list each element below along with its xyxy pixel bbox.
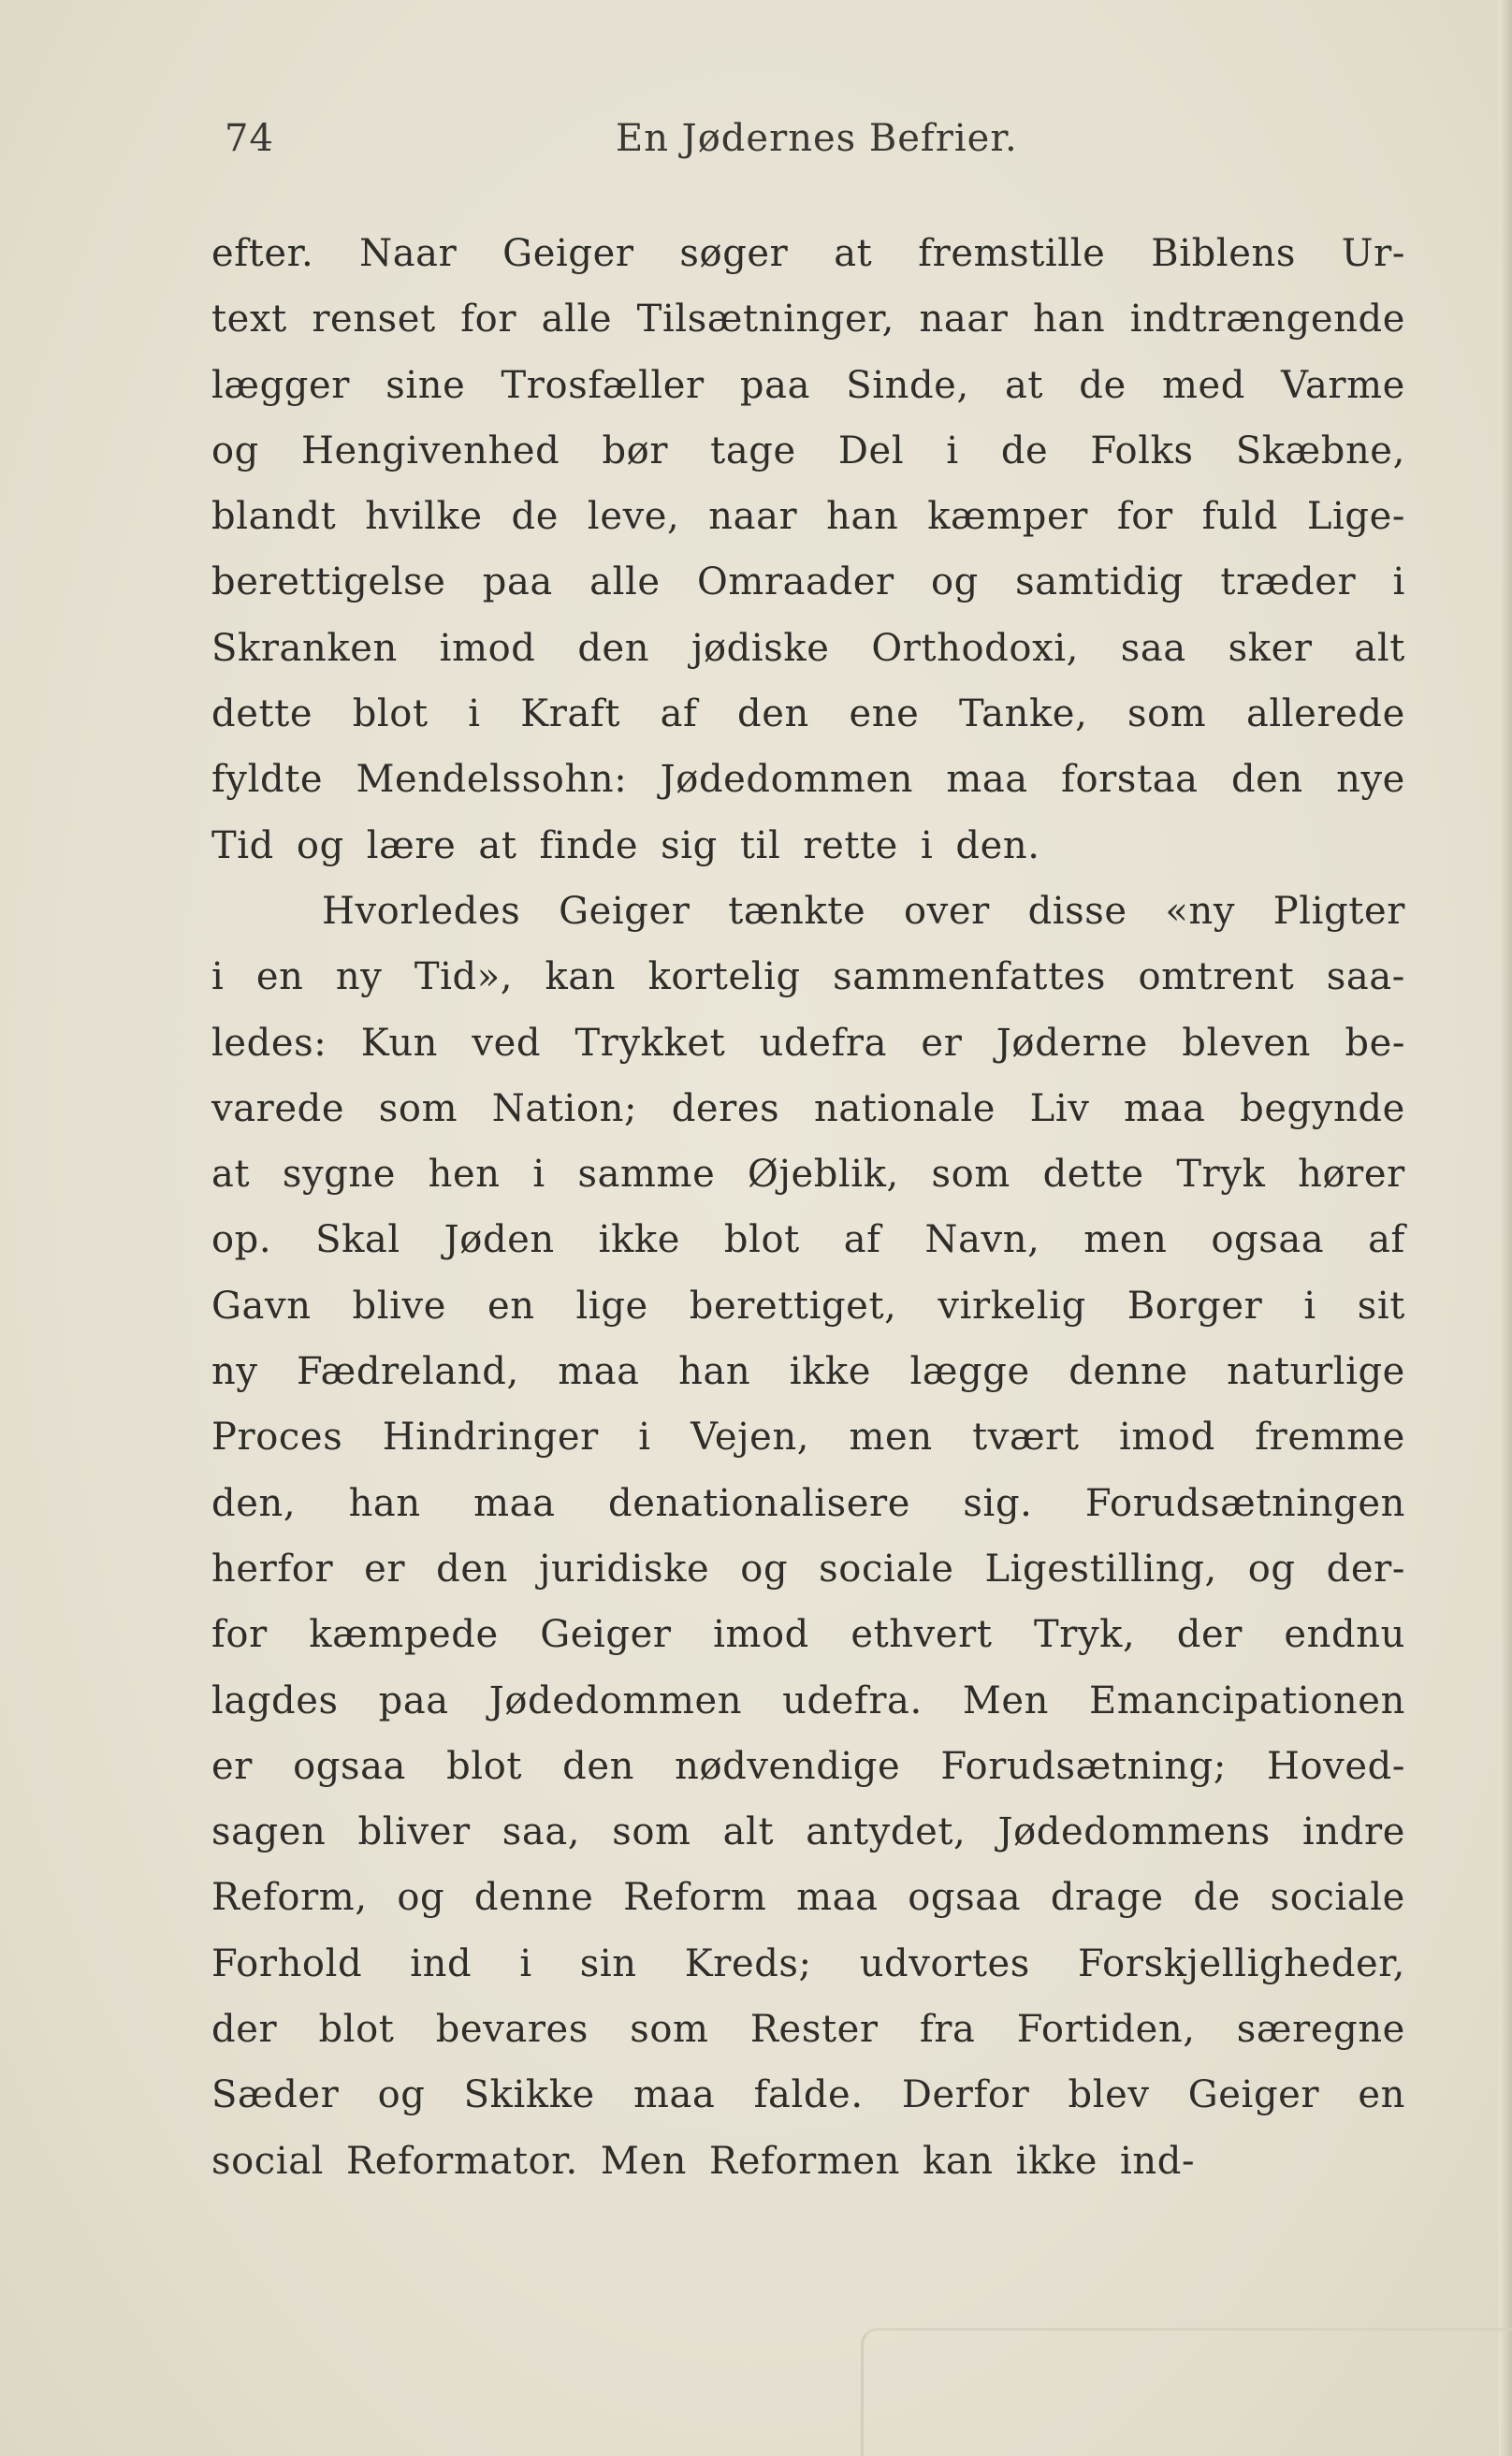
word: udefra. — [782, 1679, 923, 1722]
text-line — [211, 1273, 1405, 1339]
word: blot — [352, 692, 429, 736]
word: nationale — [813, 1086, 996, 1130]
word: de — [1000, 429, 1049, 472]
word: Tid», — [414, 955, 514, 999]
word: imod — [439, 626, 536, 670]
word: Pligter — [1272, 889, 1405, 933]
word: Skranken — [211, 626, 398, 670]
word: naar — [919, 298, 1009, 342]
word: Rester — [749, 2008, 879, 2052]
word: ny — [211, 1350, 258, 1394]
word: Mendelssohn: — [356, 758, 628, 802]
word: og — [211, 429, 259, 472]
word: ind- — [1120, 2139, 1196, 2183]
word: Ur- — [1341, 232, 1405, 275]
word: han — [826, 495, 899, 539]
word: Fædreland, — [297, 1350, 519, 1394]
word: Trosfæller — [501, 363, 705, 407]
word: han — [1033, 298, 1106, 342]
word: kæmper — [927, 495, 1088, 539]
word: Jødedommen — [488, 1679, 743, 1722]
word: de — [1193, 1876, 1241, 1920]
word: Hengivenhed — [300, 429, 560, 472]
word: ogsaa — [908, 1876, 1022, 1920]
word: er — [921, 1021, 963, 1065]
word: Kun — [360, 1021, 439, 1065]
word: Tanke, — [958, 692, 1088, 736]
word: Vejen, — [691, 1416, 810, 1460]
word: og — [397, 1876, 445, 1920]
text-line — [211, 813, 1405, 879]
word: herfor — [211, 1547, 334, 1591]
word: indtrængende — [1129, 298, 1405, 342]
word: af — [1368, 1218, 1405, 1262]
word: Nation; — [491, 1086, 638, 1130]
word: sagen — [211, 1810, 327, 1854]
word: maa — [946, 758, 1028, 802]
word: allerede — [1245, 692, 1405, 736]
word: naar — [708, 495, 798, 539]
word: Del — [837, 429, 905, 472]
word: tvært — [972, 1416, 1080, 1460]
word: særegne — [1236, 2008, 1405, 2052]
word: der — [1176, 1613, 1243, 1657]
word: Kraft — [520, 692, 620, 736]
word: lægger — [211, 363, 350, 407]
word: social — [211, 2139, 325, 2183]
text-line — [211, 1734, 1405, 1799]
word: for — [460, 298, 517, 342]
word: i — [638, 1416, 651, 1460]
word: fuld — [1201, 495, 1278, 539]
word: Men — [962, 1679, 1050, 1722]
word: sine — [385, 363, 466, 407]
word: text — [211, 298, 287, 342]
word: Jøderne — [996, 1021, 1148, 1065]
word: efter. — [211, 232, 314, 275]
word: kæmpede — [309, 1613, 499, 1657]
text-line — [211, 1668, 1405, 1734]
word: Reform — [623, 1876, 767, 1920]
word: hører — [1298, 1153, 1405, 1197]
word: ikke — [598, 1218, 681, 1262]
text-line — [211, 221, 1405, 286]
text-line — [211, 353, 1405, 418]
word: Geiger — [540, 1613, 672, 1657]
word: udvortes — [859, 1941, 1030, 1985]
word: be- — [1345, 1021, 1405, 1065]
word: imod — [713, 1613, 809, 1657]
word: og — [740, 1547, 789, 1591]
word: er — [211, 1744, 253, 1788]
word: søger — [679, 232, 789, 275]
word: de — [511, 495, 560, 539]
word: lægge — [909, 1350, 1030, 1394]
word: virkelig — [938, 1284, 1086, 1328]
word: lære — [366, 823, 457, 867]
word: Kreds; — [684, 1941, 812, 1985]
word: tage — [710, 429, 796, 472]
word: paa — [739, 363, 811, 407]
word: ikke — [1015, 2139, 1098, 2183]
word: blive — [352, 1284, 446, 1328]
word: ethvert — [850, 1613, 993, 1657]
word: Hoved- — [1267, 1744, 1405, 1788]
word: varede — [211, 1086, 345, 1130]
word: kan — [923, 2139, 994, 2183]
word: Hvorledes — [322, 889, 521, 933]
word: saa, — [502, 1810, 581, 1854]
text-line — [211, 286, 1405, 352]
text-line — [211, 1141, 1405, 1207]
word: som — [630, 2008, 709, 2052]
text-line — [211, 747, 1405, 812]
word: Jøden — [443, 1218, 555, 1262]
word: Skæbne, — [1235, 429, 1405, 472]
word: Geiger — [502, 232, 634, 275]
word: blev — [1068, 2073, 1150, 2117]
word: en — [255, 955, 304, 999]
text-line — [211, 1010, 1405, 1076]
word: denationalisere — [607, 1481, 911, 1525]
text-line — [211, 1471, 1405, 1536]
word: for — [1116, 495, 1173, 539]
word: at — [1004, 363, 1044, 407]
word: Orthodoxi, — [871, 626, 1079, 670]
word: kan — [545, 955, 617, 999]
word: Naar — [359, 232, 458, 275]
word: fremme — [1255, 1416, 1405, 1460]
word: i — [920, 823, 934, 867]
word: Trykket — [574, 1021, 726, 1065]
word: den — [577, 626, 650, 670]
word: bør — [602, 429, 669, 472]
text-line — [211, 484, 1405, 549]
word: sker — [1228, 626, 1313, 670]
word: blot — [446, 1744, 523, 1788]
word: i — [532, 1153, 545, 1197]
word: falde. — [753, 2073, 864, 2117]
word: de — [1079, 363, 1127, 407]
word: og — [296, 823, 344, 867]
word: sociale — [1270, 1876, 1405, 1920]
word: Jødedommens — [997, 1810, 1271, 1854]
word: en — [1358, 2073, 1405, 2117]
word: alt — [722, 1810, 775, 1854]
text-line — [211, 2062, 1405, 2128]
word: bliver — [357, 1810, 471, 1854]
word: nye — [1336, 758, 1405, 802]
word: ledes: — [211, 1021, 327, 1065]
word: og — [1247, 1547, 1296, 1591]
word: Navn, — [924, 1218, 1040, 1262]
word: at — [211, 1153, 251, 1197]
word: nødvendige — [675, 1744, 901, 1788]
word: dette — [211, 692, 313, 736]
text-line — [211, 616, 1405, 681]
word: ikke — [789, 1350, 872, 1394]
word: som — [931, 1153, 1010, 1197]
word: Emancipationen — [1089, 1679, 1405, 1722]
word: op. — [211, 1218, 272, 1262]
word: ogsaa — [1211, 1218, 1325, 1262]
word: i — [1303, 1284, 1316, 1328]
word: alt — [1354, 626, 1405, 670]
word: leve, — [587, 495, 680, 539]
text-line — [211, 944, 1405, 1010]
text-line — [211, 1076, 1405, 1141]
word: sammenfattes — [833, 955, 1107, 999]
word: Fortiden, — [1016, 2008, 1196, 2052]
word: lagdes — [211, 1679, 339, 1722]
word: bevares — [435, 2008, 589, 2052]
word: Forudsætningen — [1084, 1481, 1405, 1525]
word: for — [211, 1613, 268, 1657]
word: Folks — [1090, 429, 1194, 472]
word: i — [519, 1941, 532, 1985]
word: der — [211, 2008, 278, 2052]
word: blot — [318, 2008, 395, 2052]
word: maa — [1124, 1086, 1206, 1130]
word: samme — [577, 1153, 716, 1197]
word: til — [739, 823, 781, 867]
word: den — [562, 1744, 635, 1788]
word: «ny — [1165, 889, 1236, 933]
word: Gavn — [211, 1284, 312, 1328]
word: i — [211, 955, 225, 999]
word: maa — [796, 1876, 879, 1920]
word: som — [1127, 692, 1207, 736]
text-line — [211, 1404, 1405, 1470]
word: Skal — [315, 1218, 400, 1262]
word: er — [364, 1547, 406, 1591]
text-line — [211, 1997, 1405, 2062]
text-line — [211, 549, 1405, 615]
text-line — [211, 1931, 1405, 1997]
word: maa — [473, 1481, 556, 1525]
text-line — [211, 1339, 1405, 1404]
word: naturlige — [1227, 1350, 1405, 1394]
text-line — [211, 1207, 1405, 1272]
word: berettigelse — [211, 560, 446, 604]
word: saa- — [1326, 955, 1405, 999]
word: maa — [633, 2073, 716, 2117]
word: kortelig — [647, 955, 801, 999]
word: Geiger — [1187, 2073, 1320, 2117]
paper-corner-crease — [861, 2328, 1512, 2456]
word: fra — [919, 2008, 976, 2052]
word: ved — [472, 1021, 542, 1065]
text-line — [211, 1799, 1405, 1865]
word: og — [930, 560, 979, 604]
word: Reform, — [211, 1876, 368, 1920]
word: sig. — [963, 1481, 1033, 1525]
word: Varme — [1281, 363, 1405, 407]
word: sociale — [819, 1547, 954, 1591]
word: denne — [1069, 1350, 1188, 1394]
word: Proces — [211, 1416, 343, 1460]
word: endnu — [1284, 1613, 1405, 1657]
word: drage — [1050, 1876, 1164, 1920]
word: over — [903, 889, 990, 933]
word: berettiget, — [689, 1284, 897, 1328]
word: sygne — [282, 1153, 396, 1197]
word: der- — [1326, 1547, 1405, 1591]
word: den — [436, 1547, 508, 1591]
word: forstaa — [1061, 758, 1199, 802]
word: Men — [600, 2139, 688, 2183]
word: med — [1161, 363, 1245, 407]
word: den. — [955, 823, 1040, 867]
word: tænkte — [728, 889, 866, 933]
word: begynde — [1240, 1086, 1405, 1130]
word: den — [1230, 758, 1303, 802]
word: Lige- — [1306, 495, 1405, 539]
word: at — [478, 823, 517, 867]
word: Reformen — [709, 2139, 900, 2183]
word: men — [849, 1416, 933, 1460]
word: alle — [541, 298, 613, 342]
word: af — [660, 692, 698, 736]
word: rette — [803, 823, 898, 867]
word: af — [843, 1218, 881, 1262]
word: blot — [723, 1218, 800, 1262]
word: i — [1392, 560, 1405, 604]
word: imod — [1118, 1416, 1215, 1460]
word: sin — [579, 1941, 637, 1985]
word: Øjeblik, — [748, 1153, 899, 1197]
word: indre — [1302, 1810, 1405, 1854]
word: lige — [575, 1284, 648, 1328]
word: fremstille — [918, 232, 1106, 275]
word: antydet, — [806, 1810, 967, 1854]
word: men — [1083, 1218, 1168, 1262]
word: ny — [335, 955, 383, 999]
word: Tryk, — [1033, 1613, 1136, 1657]
word: som — [612, 1810, 691, 1854]
word: Forhold — [211, 1941, 363, 1985]
text-line — [211, 879, 1405, 944]
word: Biblens — [1151, 232, 1296, 275]
word: finde — [539, 823, 639, 867]
word: ene — [849, 692, 920, 736]
word: Borger — [1127, 1284, 1263, 1328]
word: at — [834, 232, 873, 275]
word: en — [487, 1284, 535, 1328]
word: Sinde, — [846, 363, 969, 407]
word: maa — [558, 1350, 640, 1394]
text-line — [211, 681, 1405, 747]
word: fyldte — [211, 758, 324, 802]
word: Tid — [211, 823, 274, 867]
body-text — [211, 221, 1405, 2194]
word: sit — [1357, 1284, 1405, 1328]
word: omtrent — [1138, 955, 1295, 999]
word: disse — [1027, 889, 1127, 933]
word: paa — [378, 1679, 449, 1722]
word: i — [468, 692, 481, 736]
word: Jødedommen — [660, 758, 913, 802]
word: renset — [312, 298, 436, 342]
word: som — [378, 1086, 458, 1130]
word: blandt — [211, 495, 337, 539]
word: udefra — [759, 1021, 888, 1065]
word: Hindringer — [382, 1416, 599, 1460]
text-line — [211, 1536, 1405, 1602]
word: hvilke — [365, 495, 483, 539]
word: hen — [428, 1153, 501, 1197]
word: ind — [410, 1941, 472, 1985]
word: og — [377, 2073, 426, 2117]
word: Derfor — [901, 2073, 1030, 2117]
running-header — [211, 110, 1405, 167]
word: den, — [211, 1481, 297, 1525]
word: Liv — [1029, 1086, 1090, 1130]
word: Tryk — [1176, 1153, 1266, 1197]
word: Skikke — [463, 2073, 595, 2117]
running-title: En Jødernes Befrier. — [616, 117, 1018, 160]
text-line — [211, 1602, 1405, 1667]
word: Ligestilling, — [984, 1547, 1217, 1591]
word: denne — [473, 1876, 594, 1920]
word: juridiske — [538, 1547, 710, 1591]
word: træder — [1220, 560, 1357, 604]
text-line — [211, 1865, 1405, 1930]
word: sig — [661, 823, 718, 867]
word: Forskjelligheder, — [1078, 1941, 1405, 1985]
word: ogsaa — [293, 1744, 407, 1788]
word: saa — [1120, 626, 1186, 670]
word: Reformator. — [346, 2139, 578, 2183]
word: Sæder — [211, 2073, 340, 2117]
word: alle — [589, 560, 661, 604]
word: bleven — [1182, 1021, 1311, 1065]
page-number: 74 — [225, 117, 274, 160]
text-line — [211, 2129, 1405, 2194]
word: dette — [1042, 1153, 1144, 1197]
word: i — [946, 429, 959, 472]
word: samtidig — [1015, 560, 1185, 604]
word: jødiske — [691, 626, 830, 670]
word: den — [737, 692, 809, 736]
word: Geiger — [559, 889, 691, 933]
word: Omraader — [696, 560, 894, 604]
word: Forudsætning; — [940, 1744, 1227, 1788]
word: han — [678, 1350, 751, 1394]
page-edge-shadow — [1499, 0, 1512, 2456]
word: paa — [482, 560, 553, 604]
word: deres — [671, 1086, 780, 1130]
word: Tilsætninger, — [636, 298, 894, 342]
text-line — [211, 418, 1405, 484]
word: han — [348, 1481, 421, 1525]
